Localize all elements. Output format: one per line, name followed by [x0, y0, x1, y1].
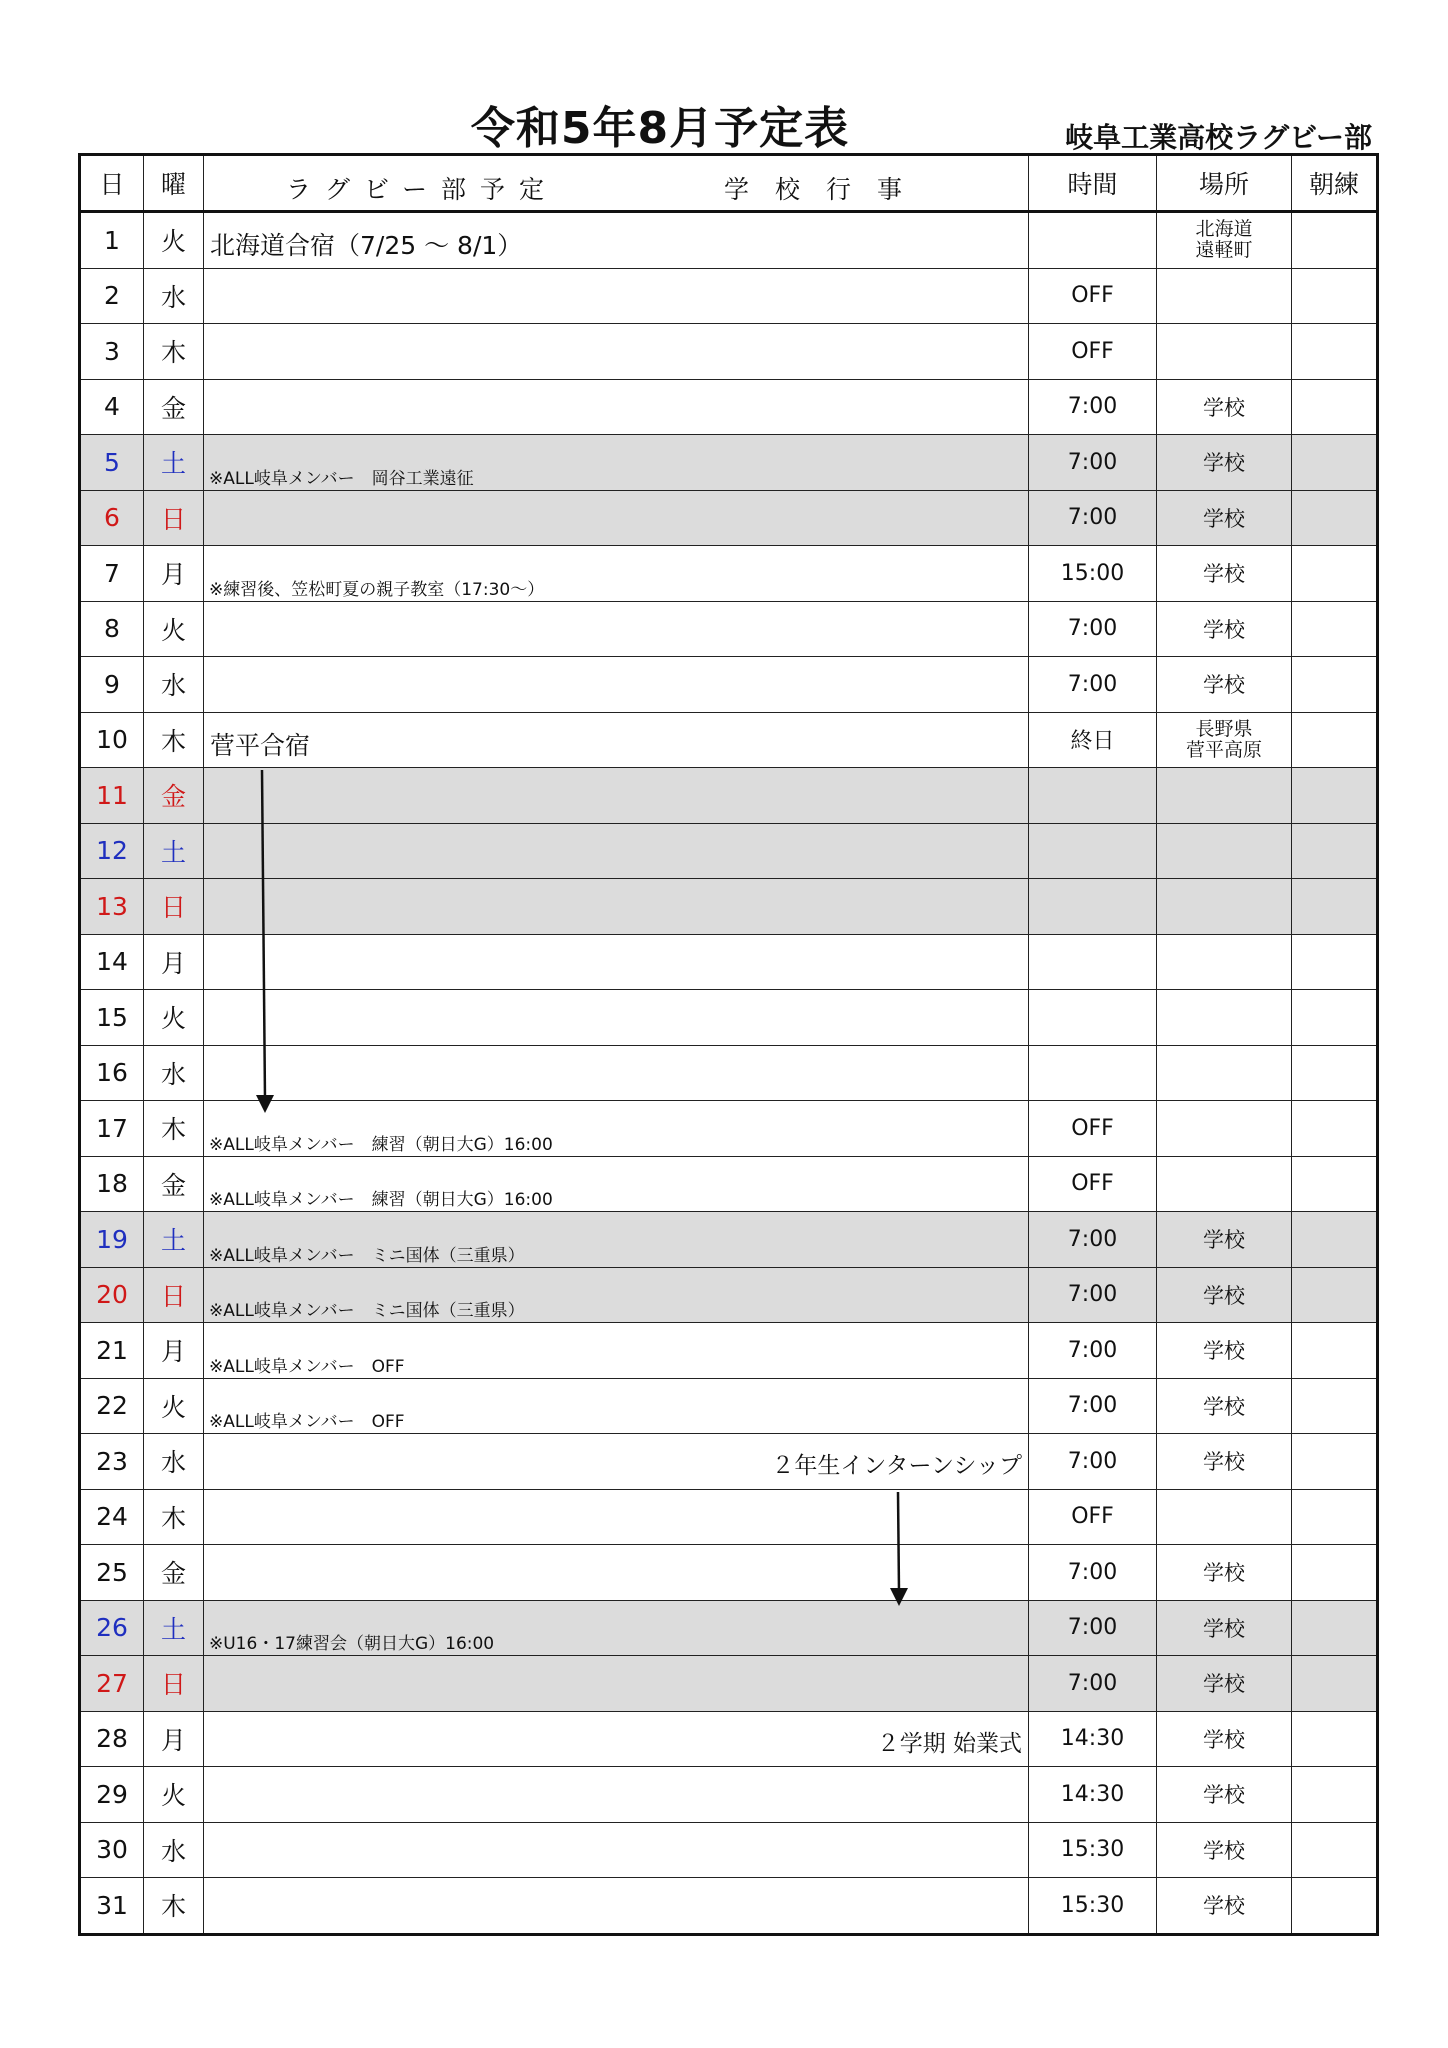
morning-practice-cell — [1292, 601, 1378, 657]
day-cell: 4 — [80, 379, 144, 435]
day-cell: 18 — [80, 1156, 144, 1212]
day-cell: 26 — [80, 1600, 144, 1656]
table-row — [80, 1822, 1378, 1878]
morning-practice-cell — [1292, 1767, 1378, 1823]
place-cell: 学校 — [1157, 1545, 1292, 1601]
morning-practice-cell — [1292, 768, 1378, 824]
time-cell: OFF — [1029, 1101, 1157, 1157]
place-cell — [1157, 934, 1292, 990]
place-cell — [1157, 879, 1292, 935]
time-cell: 7:00 — [1029, 601, 1157, 657]
header-row — [80, 155, 1378, 212]
morning-practice-cell — [1292, 1711, 1378, 1767]
time-cell: 7:00 — [1029, 490, 1157, 546]
event-cell — [204, 1822, 1029, 1878]
day-cell: 6 — [80, 490, 144, 546]
place-cell: 学校 — [1157, 435, 1292, 491]
event-cell — [204, 212, 1029, 269]
morning-practice-cell — [1292, 823, 1378, 879]
weekday-cell: 日 — [144, 879, 204, 935]
table-row — [80, 1434, 1378, 1490]
weekday-cell: 火 — [144, 1378, 204, 1434]
time-cell: 7:00 — [1029, 1656, 1157, 1712]
place-cell: 学校 — [1157, 601, 1292, 657]
weekday-cell: 木 — [144, 712, 204, 768]
place-cell: 学校 — [1157, 1822, 1292, 1878]
club-note-text: ※ALL岐阜メンバー OFF — [209, 1356, 405, 1377]
table-row — [80, 1378, 1378, 1434]
event-cell — [204, 1323, 1029, 1379]
morning-practice-cell — [1292, 324, 1378, 380]
time-cell: 7:00 — [1029, 1600, 1157, 1656]
table-row — [80, 1711, 1378, 1767]
weekday-cell: 木 — [144, 1489, 204, 1545]
event-cell — [204, 1489, 1029, 1545]
event-cell — [204, 1600, 1029, 1656]
event-cell — [204, 1045, 1029, 1101]
weekday-cell: 日 — [144, 1656, 204, 1712]
day-cell: 16 — [80, 1045, 144, 1101]
place-cell — [1157, 823, 1292, 879]
weekday-cell: 水 — [144, 1434, 204, 1490]
day-cell: 30 — [80, 1822, 144, 1878]
time-cell — [1029, 1045, 1157, 1101]
place-cell: 学校 — [1157, 1212, 1292, 1268]
event-cell — [204, 1434, 1029, 1490]
weekday-cell: 月 — [144, 1711, 204, 1767]
weekday-cell: 水 — [144, 1822, 204, 1878]
table-row — [80, 1267, 1378, 1323]
day-cell: 14 — [80, 934, 144, 990]
event-cell — [204, 490, 1029, 546]
day-cell: 17 — [80, 1101, 144, 1157]
morning-practice-cell — [1292, 1267, 1378, 1323]
day-cell: 21 — [80, 1323, 144, 1379]
day-cell: 31 — [80, 1878, 144, 1935]
weekday-cell: 水 — [144, 657, 204, 713]
morning-practice-cell — [1292, 1045, 1378, 1101]
place-cell — [1157, 1045, 1292, 1101]
table-row — [80, 1212, 1378, 1268]
morning-practice-cell — [1292, 1434, 1378, 1490]
morning-practice-cell — [1292, 1378, 1378, 1434]
morning-practice-cell — [1292, 1545, 1378, 1601]
table-row — [80, 601, 1378, 657]
table-row — [80, 1323, 1378, 1379]
organization-name: 岐阜工業高校ラグビー部 — [1065, 121, 1372, 154]
weekday-cell: 金 — [144, 1156, 204, 1212]
event-cell — [204, 823, 1029, 879]
weekday-cell: 木 — [144, 1878, 204, 1935]
weekday-cell: 木 — [144, 1101, 204, 1157]
day-cell: 8 — [80, 601, 144, 657]
table-row — [80, 212, 1378, 269]
time-cell: 15:30 — [1029, 1822, 1157, 1878]
club-note-text: ※ALL岐阜メンバー ミニ国体（三重県） — [209, 1245, 525, 1266]
day-cell: 24 — [80, 1489, 144, 1545]
time-cell: 7:00 — [1029, 435, 1157, 491]
weekday-cell: 土 — [144, 1600, 204, 1656]
event-cell — [204, 324, 1029, 380]
weekday-cell: 火 — [144, 990, 204, 1046]
time-cell: 7:00 — [1029, 379, 1157, 435]
place-cell: 学校 — [1157, 1434, 1292, 1490]
weekday-cell: 月 — [144, 546, 204, 602]
event-cell — [204, 1767, 1029, 1823]
morning-practice-cell — [1292, 879, 1378, 935]
table-row — [80, 879, 1378, 935]
event-cell — [204, 990, 1029, 1046]
morning-practice-cell — [1292, 379, 1378, 435]
day-cell: 27 — [80, 1656, 144, 1712]
table-row — [80, 934, 1378, 990]
weekday-cell: 金 — [144, 1545, 204, 1601]
time-cell — [1029, 934, 1157, 990]
event-cell — [204, 546, 1029, 602]
event-cell — [204, 1378, 1029, 1434]
place-cell: 学校 — [1157, 657, 1292, 713]
table-row — [80, 990, 1378, 1046]
place-cell: 学校 — [1157, 1600, 1292, 1656]
morning-practice-cell — [1292, 1323, 1378, 1379]
place-cell — [1157, 1489, 1292, 1545]
place-cell: 北海道 遠軽町 — [1157, 212, 1292, 269]
morning-practice-cell — [1292, 712, 1378, 768]
weekday-cell: 土 — [144, 435, 204, 491]
header-weekday: 曜 — [144, 155, 204, 212]
morning-practice-cell — [1292, 1489, 1378, 1545]
day-cell: 20 — [80, 1267, 144, 1323]
day-cell: 1 — [80, 212, 144, 269]
club-note-text: ※ALL岐阜メンバー 岡谷工業遠征 — [209, 468, 474, 489]
event-cell — [204, 768, 1029, 824]
weekday-cell: 木 — [144, 324, 204, 380]
place-cell — [1157, 324, 1292, 380]
weekday-cell: 火 — [144, 1767, 204, 1823]
header-main — [204, 155, 1029, 212]
place-cell: 学校 — [1157, 546, 1292, 602]
place-cell: 学校 — [1157, 1267, 1292, 1323]
event-cell — [204, 712, 1029, 768]
morning-practice-cell — [1292, 657, 1378, 713]
table-row — [80, 768, 1378, 824]
time-cell — [1029, 990, 1157, 1046]
day-cell: 11 — [80, 768, 144, 824]
weekday-cell: 日 — [144, 1267, 204, 1323]
day-cell: 5 — [80, 435, 144, 491]
time-cell: 14:30 — [1029, 1767, 1157, 1823]
header-time: 時間 — [1029, 155, 1157, 212]
morning-practice-cell — [1292, 212, 1378, 269]
club-event-text: 菅平合宿 — [210, 730, 311, 760]
morning-practice-cell — [1292, 268, 1378, 324]
school-event-text: ２学期 始業式 — [876, 1730, 1022, 1757]
place-cell — [1157, 990, 1292, 1046]
place-cell — [1157, 768, 1292, 824]
weekday-cell: 水 — [144, 1045, 204, 1101]
weekday-cell: 金 — [144, 379, 204, 435]
time-cell: 7:00 — [1029, 1545, 1157, 1601]
time-cell: 7:00 — [1029, 1267, 1157, 1323]
morning-practice-cell — [1292, 546, 1378, 602]
club-note-text: ※練習後、笠松町夏の親子教室（17:30～） — [209, 579, 545, 600]
table-row — [80, 1156, 1378, 1212]
header-school-events: 学校行事 — [724, 175, 929, 204]
weekday-cell: 火 — [144, 601, 204, 657]
time-cell: 7:00 — [1029, 657, 1157, 713]
header-place: 場所 — [1157, 155, 1292, 212]
club-note-text: ※U16・17練習会（朝日大G）16:00 — [209, 1634, 495, 1654]
day-cell: 28 — [80, 1711, 144, 1767]
morning-practice-cell — [1292, 1212, 1378, 1268]
morning-practice-cell — [1292, 990, 1378, 1046]
table-row — [80, 546, 1378, 602]
morning-practice-cell — [1292, 490, 1378, 546]
morning-practice-cell — [1292, 934, 1378, 990]
day-cell: 9 — [80, 657, 144, 713]
event-cell — [204, 601, 1029, 657]
day-cell: 3 — [80, 324, 144, 380]
school-event-text: ２年生インターンシップ — [771, 1453, 1022, 1479]
event-cell — [204, 1101, 1029, 1157]
place-cell — [1157, 1156, 1292, 1212]
day-cell: 2 — [80, 268, 144, 324]
day-cell: 23 — [80, 1434, 144, 1490]
time-cell: 15:00 — [1029, 546, 1157, 602]
club-note-text: ※ALL岐阜メンバー ミニ国体（三重県） — [209, 1301, 525, 1321]
table-row — [80, 1489, 1378, 1545]
weekday-cell: 日 — [144, 490, 204, 546]
time-cell: 7:00 — [1029, 1323, 1157, 1379]
weekday-cell: 月 — [144, 934, 204, 990]
day-cell: 13 — [80, 879, 144, 935]
event-cell — [204, 879, 1029, 935]
weekday-cell: 土 — [144, 823, 204, 879]
event-cell — [204, 1212, 1029, 1268]
schedule-table — [78, 153, 1379, 1936]
time-cell: OFF — [1029, 1489, 1157, 1545]
event-cell — [204, 435, 1029, 491]
table-row — [80, 1878, 1378, 1935]
weekday-cell: 月 — [144, 1323, 204, 1379]
table-row — [80, 1045, 1378, 1101]
place-cell: 学校 — [1157, 1378, 1292, 1434]
time-cell: OFF — [1029, 1156, 1157, 1212]
event-cell — [204, 657, 1029, 713]
day-cell: 15 — [80, 990, 144, 1046]
day-cell: 29 — [80, 1767, 144, 1823]
place-cell: 学校 — [1157, 379, 1292, 435]
time-cell — [1029, 768, 1157, 824]
time-cell: OFF — [1029, 324, 1157, 380]
table-row — [80, 379, 1378, 435]
event-cell — [204, 1711, 1029, 1767]
day-cell: 10 — [80, 712, 144, 768]
time-cell: 14:30 — [1029, 1711, 1157, 1767]
weekday-cell: 火 — [144, 212, 204, 269]
place-cell: 学校 — [1157, 490, 1292, 546]
table-row — [80, 657, 1378, 713]
day-cell: 25 — [80, 1545, 144, 1601]
day-cell: 7 — [80, 546, 144, 602]
weekday-cell: 金 — [144, 768, 204, 824]
table-row — [80, 1545, 1378, 1601]
table-row — [80, 1767, 1378, 1823]
place-cell: 学校 — [1157, 1767, 1292, 1823]
table-row — [80, 823, 1378, 879]
time-cell — [1029, 823, 1157, 879]
place-cell: 学校 — [1157, 1711, 1292, 1767]
table-row — [80, 712, 1378, 768]
event-cell — [204, 1656, 1029, 1712]
header-day: 日 — [80, 155, 144, 212]
time-cell: 7:00 — [1029, 1212, 1157, 1268]
event-cell — [204, 1545, 1029, 1601]
time-cell: OFF — [1029, 268, 1157, 324]
event-cell — [204, 1267, 1029, 1323]
morning-practice-cell — [1292, 1600, 1378, 1656]
place-cell — [1157, 268, 1292, 324]
day-cell: 12 — [80, 823, 144, 879]
weekday-cell: 土 — [144, 1212, 204, 1268]
time-cell: 7:00 — [1029, 1434, 1157, 1490]
morning-practice-cell — [1292, 1822, 1378, 1878]
place-cell — [1157, 1101, 1292, 1157]
event-cell — [204, 379, 1029, 435]
event-cell — [204, 1156, 1029, 1212]
table-row — [80, 490, 1378, 546]
morning-practice-cell — [1292, 1156, 1378, 1212]
table-row — [80, 1600, 1378, 1656]
table-row — [80, 324, 1378, 380]
day-cell: 22 — [80, 1378, 144, 1434]
club-note-text: ※ALL岐阜メンバー OFF — [209, 1412, 405, 1432]
header-morning-practice: 朝練 — [1292, 155, 1378, 212]
event-cell — [204, 268, 1029, 324]
table-row — [80, 268, 1378, 324]
table-row — [80, 1656, 1378, 1712]
page-title: 令和5年8月予定表 — [470, 103, 850, 154]
place-cell: 学校 — [1157, 1323, 1292, 1379]
place-cell: 長野県 菅平高原 — [1157, 712, 1292, 768]
place-cell: 学校 — [1157, 1656, 1292, 1712]
time-cell: 15:30 — [1029, 1878, 1157, 1935]
club-event-text: 北海道合宿（7/25 ～ 8/1） — [210, 231, 523, 260]
morning-practice-cell — [1292, 1878, 1378, 1935]
event-cell — [204, 934, 1029, 990]
morning-practice-cell — [1292, 1101, 1378, 1157]
table-row — [80, 1101, 1378, 1157]
header-club-schedule: ラグビー部予定 — [286, 175, 559, 204]
time-cell — [1029, 879, 1157, 935]
weekday-cell: 水 — [144, 268, 204, 324]
morning-practice-cell — [1292, 1656, 1378, 1712]
club-note-text: ※ALL岐阜メンバー 練習（朝日大G）16:00 — [209, 1190, 553, 1210]
table-row — [80, 435, 1378, 491]
place-cell: 学校 — [1157, 1878, 1292, 1935]
time-cell — [1029, 212, 1157, 269]
time-cell: 7:00 — [1029, 1378, 1157, 1434]
event-cell — [204, 1878, 1029, 1935]
day-cell: 19 — [80, 1212, 144, 1268]
morning-practice-cell — [1292, 435, 1378, 491]
club-note-text: ※ALL岐阜メンバー 練習（朝日大G）16:00 — [209, 1134, 553, 1155]
time-cell: 終日 — [1029, 712, 1157, 768]
